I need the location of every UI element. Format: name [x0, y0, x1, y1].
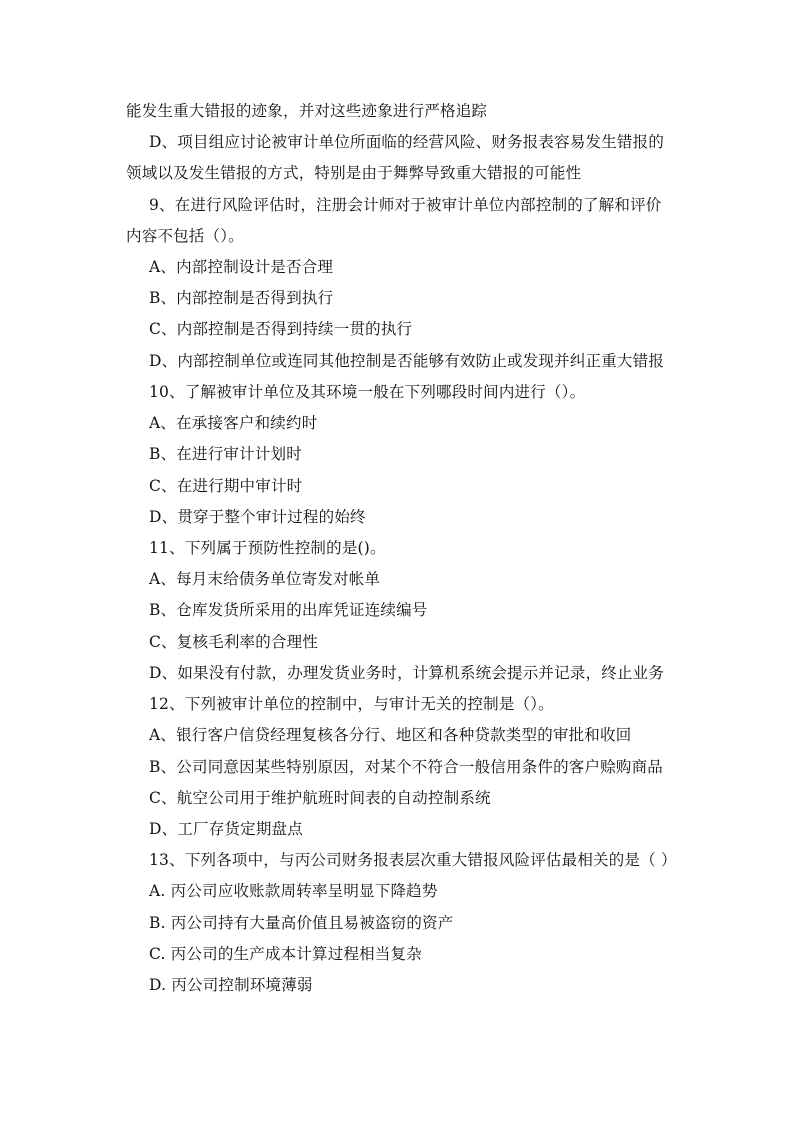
q11-option-b: B、仓库发货所采用的出库凭证连续编号	[149, 601, 428, 619]
q10-option-a: A、在承接客户和续约时	[149, 414, 318, 432]
q13-option-c: C. 丙公司的生产成本计算过程相当复杂	[149, 945, 422, 963]
q12-option-a: A、银行客户信贷经理复核各分行、地区和各种贷款类型的审批和收回	[149, 726, 632, 744]
q9-option-a: A、内部控制设计是否合理	[149, 258, 334, 276]
q12-option-d: D、工厂存货定期盘点	[149, 820, 303, 838]
option-d-line: D、项目组应讨论被审计单位所面临的经营风险、财务报表容易发生错报的	[149, 133, 665, 151]
q10-option-d: D、贯穿于整个审计过程的始终	[149, 508, 366, 526]
question-12: 12、下列被审计单位的控制中，与审计无关的控制是（）。	[149, 695, 554, 713]
q13-option-b: B. 丙公司持有大量高价值且易被盗窃的资产	[149, 914, 454, 932]
q11-option-a: A、每月末给债务单位寄发对帐单	[149, 570, 381, 588]
q13-option-a: A. 丙公司应收账款周转率呈明显下降趋势	[149, 882, 438, 900]
q9-option-c: C、内部控制是否得到持续一贯的执行	[149, 320, 413, 338]
text-line-continuation: 内容不包括（）。	[126, 227, 244, 245]
question-10: 10、了解被审计单位及其环境一般在下列哪段时间内进行（）。	[149, 383, 586, 401]
q9-option-d: D、内部控制单位或连同其他控制是否能够有效防止或发现并纠正重大错报	[149, 352, 665, 370]
q12-option-b: B、公司同意因某些特别原因，对某个不符合一般信用条件的客户赊购商品	[149, 758, 663, 776]
text-line-continuation: 领域以及发生错报的方式，特别是由于舞弊导致重大错报的可能性	[126, 164, 582, 182]
q13-option-d: D. 丙公司控制环境薄弱	[149, 976, 313, 994]
q12-option-c: C、航空公司用于维护航班时间表的自动控制系统	[149, 789, 491, 807]
question-13: 13、下列各项中，与丙公司财务报表层次重大错报风险评估最相关的是（ ）	[149, 851, 677, 869]
question-9: 9、在进行风险评估时，注册会计师对于被审计单位内部控制的了解和评价	[149, 196, 662, 214]
q9-option-b: B、内部控制是否得到执行	[149, 289, 334, 307]
q11-option-d: D、如果没有付款，办理发货业务时，计算机系统会提示并记录，终止业务	[149, 664, 665, 682]
q10-option-c: C、在进行期中审计时	[149, 477, 303, 495]
q11-option-c: C、复核毛利率的合理性	[149, 633, 319, 651]
question-11: 11、下列属于预防性控制的是()。	[149, 539, 386, 557]
q10-option-b: B、在进行审计计划时	[149, 445, 302, 463]
text-line-continuation: 能发生重大错报的迹象，并对这些迹象进行严格追踪	[126, 102, 488, 120]
